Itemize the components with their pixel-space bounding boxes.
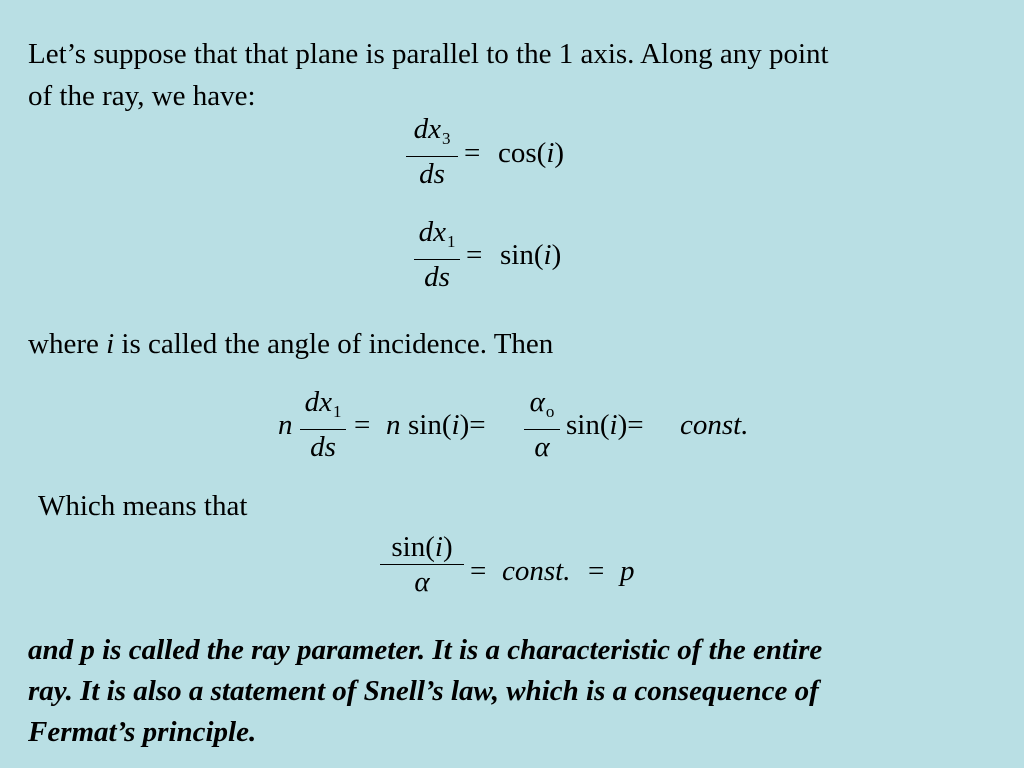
var-n: n: [386, 409, 401, 441]
equals-sign: =: [464, 137, 481, 169]
var-p: p: [620, 555, 635, 587]
fraction-sin-alpha: sin(i) α: [380, 532, 464, 597]
var-n: n: [278, 409, 293, 441]
conclusion-line-3: Fermat’s principle.: [28, 716, 257, 748]
sin-expression: sin(i)=: [566, 409, 644, 441]
conclusion-line-1: and p is called the ray parameter. It is a characteristic of the entire: [28, 634, 823, 666]
cos-expression: cos(i): [498, 137, 565, 169]
fraction-bar: [406, 156, 458, 157]
fraction-dx1-ds: [414, 217, 460, 292]
equals-sign: =: [588, 555, 605, 587]
numerator-dx: dx: [418, 216, 446, 248]
fraction-dx3-ds: [406, 114, 458, 189]
fraction-bar: [524, 429, 560, 430]
subscript-1: 1: [446, 232, 456, 251]
where-line: where i is called the angle of incidence. Then: [28, 328, 554, 360]
sin-expression: sin(i): [500, 239, 562, 271]
const-label: const.: [502, 555, 571, 587]
which-means-line: Which means that: [38, 490, 248, 522]
conclusion-line-2: ray. It is also a statement of Snell’s law, which is a consequence of: [28, 675, 819, 707]
equals-sign: =: [470, 555, 487, 587]
intro-line-2: of the ray, we have:: [28, 80, 256, 112]
denominator-ds: ds: [419, 158, 445, 190]
fraction-dx1-ds: $dx_1$ ds: [300, 387, 346, 462]
fraction-bar: [300, 429, 346, 430]
fraction-bar: [414, 259, 460, 260]
numerator-dx: dx: [413, 113, 441, 145]
subscript-3: 3: [441, 129, 451, 148]
denominator-ds: ds: [424, 261, 450, 293]
fraction-alpha-o-alpha: $\alpha_o$ α: [524, 387, 560, 462]
equals-sign: =: [354, 409, 371, 441]
intro-line-1: Let’s suppose that that plane is parallel to the 1 axis. Along any point: [28, 38, 829, 70]
sin-expression: sin(i)=: [408, 409, 486, 441]
const-label: const.: [680, 409, 749, 441]
equals-sign: =: [466, 239, 483, 271]
fraction-bar: [380, 564, 464, 565]
